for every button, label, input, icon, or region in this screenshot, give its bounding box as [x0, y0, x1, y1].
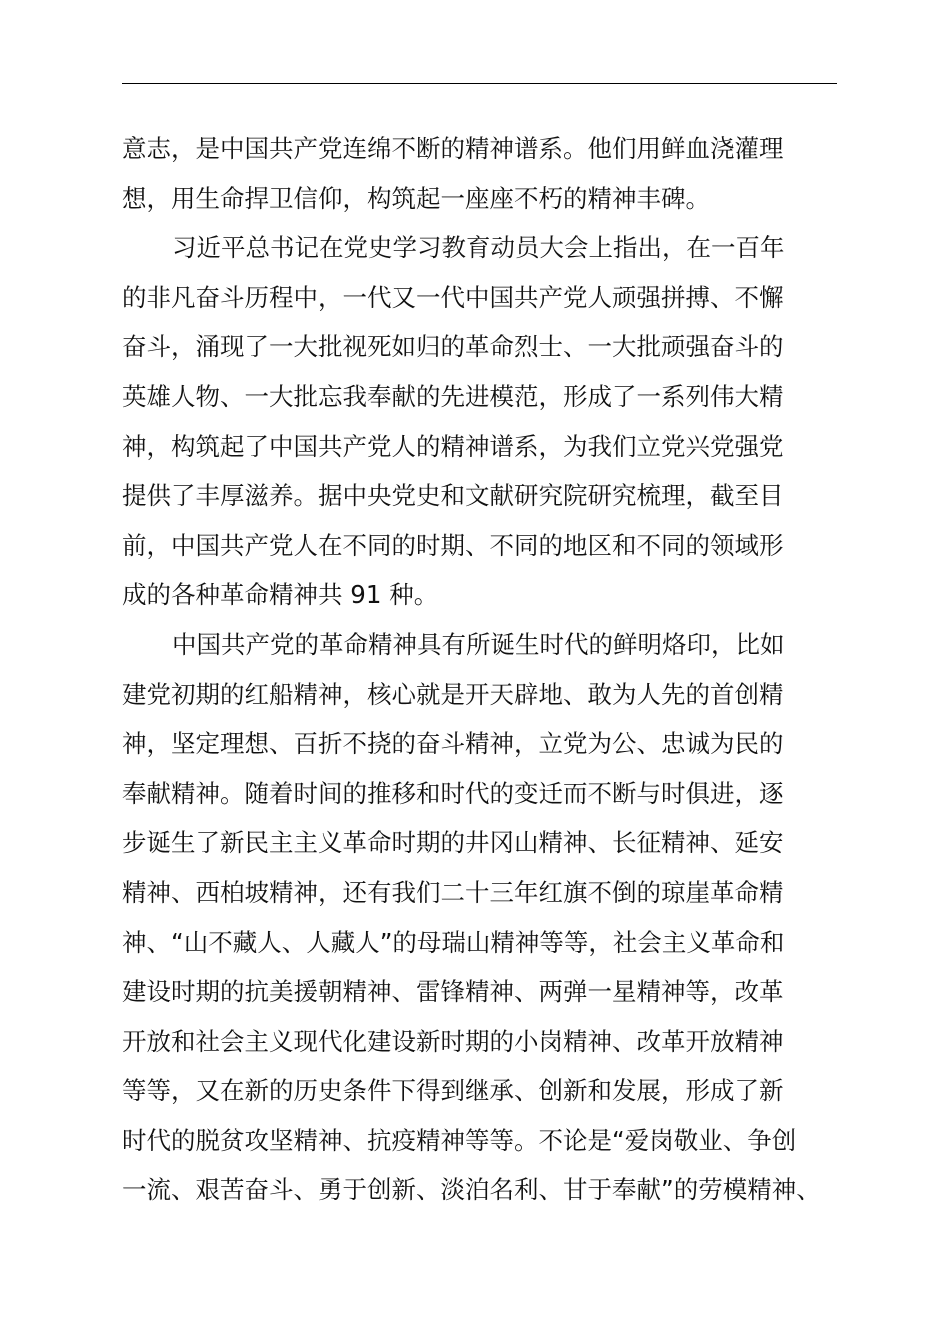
body-text	[122, 124, 846, 1215]
text-line: 意志，是中国共产党连绵不断的精神谱系。他们用鲜血浇灌理	[122, 134, 784, 163]
text-line: 神，坚定理想、百折不挠的奋斗精神，立党为公、忠诚为民的	[122, 729, 784, 759]
text-line: 中国共产党的革命精神具有所诞生时代的鲜明烙印，比如	[172, 629, 785, 659]
text-line: 等等，又在新的历史条件下得到继承、创新和发展，形成了新	[122, 1076, 784, 1106]
text-line: 习近平总书记在党史学习教育动员大会上指出，在一百年	[172, 233, 785, 263]
text-line: 开放和社会主义现代化建设新时期的小岗精神、改革开放精神	[122, 1026, 784, 1056]
text-line: 奋斗，涌现了一大批视死如归的革命烈士、一大批顽强奋斗的	[122, 332, 784, 362]
text-line: 神，构筑起了中国共产党人的精神谱系，为我们立党兴党强党	[122, 431, 784, 461]
text-line: 时代的脱贫攻坚精神、抗疫精神等等。不论是“爱岗敬业、争创	[122, 1125, 797, 1155]
text-line: 想，用生命捍卫信仰，构筑起一座座不朽的精神丰碑。	[122, 183, 710, 213]
text-line: 建设时期的抗美援朝精神、雷锋精神、两弹一星精神等，改革	[122, 977, 784, 1007]
text-line: 成的各种革命精神共 91 种。	[122, 580, 439, 610]
text-line: 提供了丰厚滋养。据中央党史和文献研究院研究梳理，截至目	[122, 481, 784, 511]
text-line: 奉献精神。随着时间的推移和时代的变迁而不断与时俱进，逐	[122, 778, 784, 808]
text-line: 神、“山不藏人、人藏人”的母瑞山精神等等，社会主义革命和	[122, 927, 785, 957]
text-line: 精神、西柏坡精神，还有我们二十三年红旗不倒的琼崖革命精	[122, 877, 784, 907]
text-line: 一流、艰苦奋斗、勇于创新、淡泊名利、甘于奉献”的劳模精神、	[122, 1175, 821, 1205]
header-rule	[122, 83, 837, 84]
text-line: 建党初期的红船精神，核心就是开天辟地、敢为人先的首创精	[122, 679, 784, 709]
text-line: 前，中国共产党人在不同的时期、不同的地区和不同的领域形	[122, 530, 784, 560]
text-line: 步诞生了新民主主义革命时期的井冈山精神、长征精神、延安	[122, 828, 784, 858]
text-line: 英雄人物、一大批忘我奉献的先进模范，形成了一系列伟大精	[122, 381, 784, 411]
text-line: 的非凡奋斗历程中，一代又一代中国共产党人顽强拼搏、不懈	[122, 282, 784, 312]
